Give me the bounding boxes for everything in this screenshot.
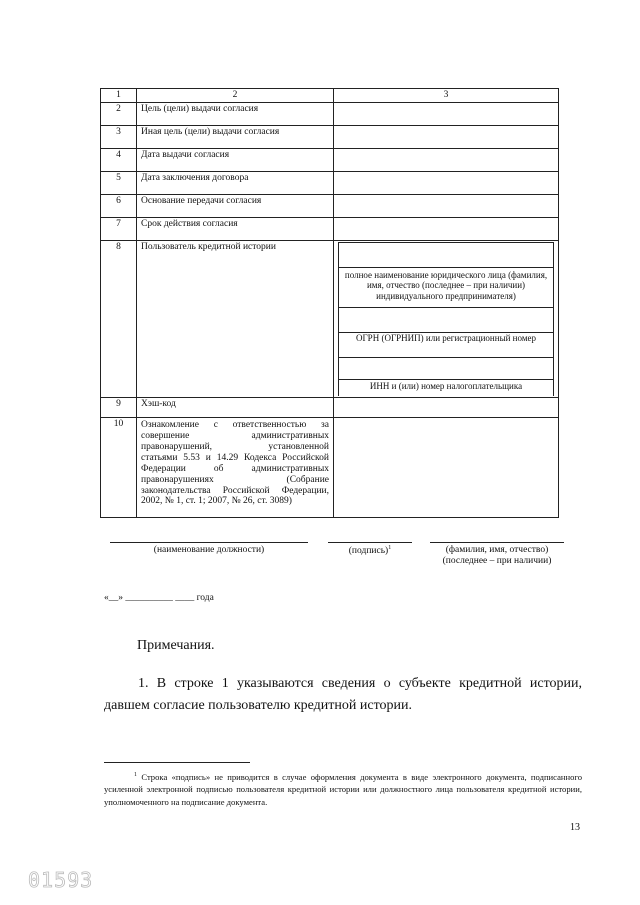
row-value-cell[interactable] [334,172,559,195]
table-row [101,103,559,126]
row-label: Иная цель (цели) выдачи согласия [137,126,334,149]
row-value-cell[interactable] [334,418,559,518]
table-row [101,418,559,518]
liability-line: статьями 5.53 и 14.29 Кодекса Российской [141,452,329,463]
name-caption-line: (фамилия, имя, отчество) [445,545,549,555]
liability-line: Ознакомление с ответственностью за [141,420,329,430]
full-name-caption: полное наименование юридического лица (фамилия, имя, отчество (последнее – при наличии) индивидуального предпринимателя) [339,268,554,308]
column-number-2: 2 [137,89,334,103]
footnote-divider [104,762,250,763]
notes-title: Примечания. [137,638,215,653]
row-value-cell[interactable] [334,103,559,126]
row-number: 6 [101,195,137,218]
row-number: 10 [101,418,137,518]
liability-notice [137,418,334,518]
consent-form-table [100,88,559,518]
note-item: 1. В строке 1 указываются сведения о субъекте кредитной истории, давшем согласие пользователю кредитной истории. [104,676,582,713]
table-row-credit-user [101,241,559,398]
row-number: 9 [101,398,137,418]
table-row [101,218,559,241]
column-number-3: 3 [334,89,559,103]
liability-line: законодательства Российской Федерации, [141,485,329,496]
table-row [101,172,559,195]
row-number: 2 [101,103,137,126]
row-label: Хэш-код [137,398,334,418]
liability-line: правонарушениях (Собрание [141,474,329,485]
credit-user-name-field[interactable] [339,243,554,268]
row-number: 3 [101,126,137,149]
page-number: 13 [570,822,580,833]
ogrn-caption: ОГРН (ОГРНИП) или регистрационный номер [339,333,554,358]
liability-line: правонарушений, установленной [141,441,329,452]
table-row [101,149,559,172]
row-value-cell[interactable] [334,126,559,149]
row-value-cell[interactable] [334,149,559,172]
full-name-signature-line[interactable] [430,542,564,543]
ogrn-field[interactable] [339,308,554,333]
row-label: Основание передачи согласия [137,195,334,218]
row-value-cell[interactable] [334,195,559,218]
footnote-mark: 1 [134,772,137,778]
signature-line[interactable] [328,542,412,543]
row-value-cell[interactable] [334,398,559,418]
row-number: 8 [101,241,137,398]
row-label: Дата заключения договора [137,172,334,195]
table-row [101,195,559,218]
credit-user-details [334,241,559,398]
footnote-mark: 1 [388,545,392,551]
liability-line: Федерации об административных [141,463,329,474]
footnote-text: Строка «подпись» не приводится в случае оформления документа в виде электронного документа, подписанного усиленной электронной подписью пользователя кредитной истории или должностного лица пользователя кредитной истории, уполномоченного на подписание документа. [104,771,582,807]
archive-stamp: 01593 [28,868,94,892]
row-label: Срок действия согласия [137,218,334,241]
row-number: 5 [101,172,137,195]
table-header-row [101,89,559,103]
liability-line: совершение административных [141,430,329,441]
row-number: 4 [101,149,137,172]
position-signature-line[interactable] [110,542,308,543]
inn-caption: ИНН и (или) номер налогоплательщика [339,380,554,397]
row-label: Цель (цели) выдачи согласия [137,103,334,126]
name-caption [425,545,569,568]
column-number-1: 1 [101,89,137,103]
name-caption-line: (последнее – при наличии) [442,556,552,567]
position-caption: (наименование должности) [153,545,265,555]
row-number: 7 [101,218,137,241]
row-label: Пользователь кредитной истории [137,241,334,398]
table-row [101,398,559,418]
row-value-cell[interactable] [334,218,559,241]
footnote [104,769,582,808]
date-line[interactable]: «__» __________ ____ года [104,593,214,603]
inn-field[interactable] [339,358,554,380]
table-row [101,126,559,149]
row-label: Дата выдачи согласия [137,149,334,172]
signature-caption: (подпись)$^1$ [348,545,392,557]
liability-line: 2002, № 1, ст. 1; 2007, № 26, ст. 3089) [141,496,292,507]
